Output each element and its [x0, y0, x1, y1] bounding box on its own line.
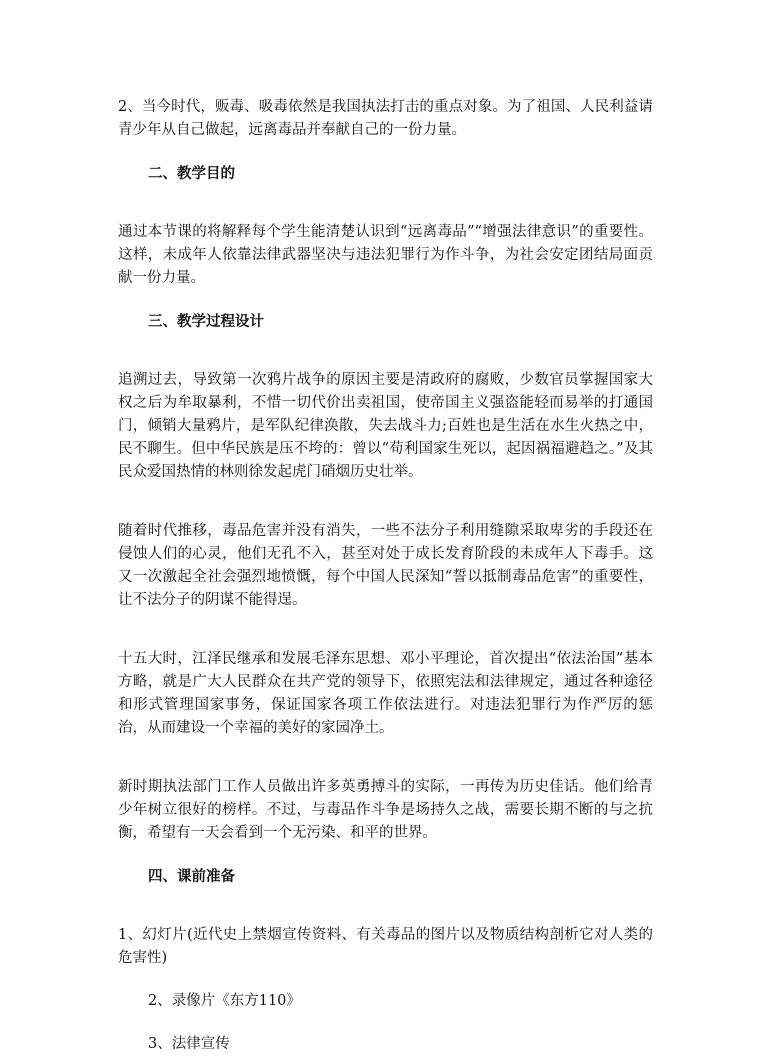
process-paragraph-3: 十五大时，江泽民继承和发展毛泽东思想、邓小平理论，首次提出“依法治国”基本方略，就是广大人民群众在共产党的领导下，依照宪法和法律规定，通过各种途径和形式管理国家事务，保证国家各项工作依法进行。对违法犯罪行为作严厉的惩治，从而建设一个幸福的美好的家园净土。: [118, 651, 653, 736]
section-heading-teaching-goal: 二、教学目的: [148, 165, 235, 182]
process-paragraph-2: 随着时代推移，毒品危害并没有消失，一些不法分子利用缝隙采取卑劣的手段还在侵蚀人们的心灵，他们无孔不入，甚至对处于成长发育阶段的未成年人下毒手。这又一次激起全社会强烈地愤慨，每个中国人民深知“誓以抵制毒品危害”的重要性，让不法分子的阴谋不能得逞。: [118, 523, 653, 608]
teaching-goal-paragraph: 通过本节课的将解释每个学生能清楚认识到“远离毒品”“增强法律意识”的重要性。这样，未成年人依靠法律武器坚决与违法犯罪行为作斗争，为社会安定团结局面贡献一份力量。: [118, 224, 653, 286]
section-heading-preparation: 四、课前准备: [148, 868, 235, 885]
prep-item-3: 3、法律宣传: [148, 1036, 230, 1052]
document-page: [118, 96, 653, 1056]
process-paragraph-4: 新时期执法部门工作人员做出许多英勇搏斗的实际，一再传为历史佳话。他们给青少年树立很好的榜样。不过，与毒品作斗争是场持久之战，需要长期不断的与之抗衡，希望有一天会看到一个无污染、和平的世界。: [118, 779, 653, 841]
intro-item-2: 2、当今时代，贩毒、吸毒依然是我国执法打击的重点对象。为了祖国、人民利益请青少年从自己做起，远离毒品并奉献自己的一份力量。: [118, 99, 653, 138]
section-heading-teaching-process: 三、教学过程设计: [148, 313, 264, 330]
prep-item-1: 1、幻灯片(近代史上禁烟宣传资料、有关毒品的图片以及物质结构剖析它对人类的危害性): [118, 927, 653, 966]
prep-item-2: 2、录像片《东方110》: [148, 993, 301, 1009]
process-paragraph-1: 追溯过去，导致第一次鸦片战争的原因主要是清政府的腐败，少数官员掌握国家大权之后为牟取暴利，不惜一切代价出卖祖国，使帝国主义强盗能轻而易举的打通国门，倾销大量鸦片，是军队纪律涣散，失去战斗力;百姓也是生活在水生火热之中，民不聊生。但中华民族是压不垮的：曾以“苟利国家生死以，起因祸福避趋之。”及其民众爱国热情的林则徐发起虎门硝烟历史壮举。: [118, 372, 653, 480]
